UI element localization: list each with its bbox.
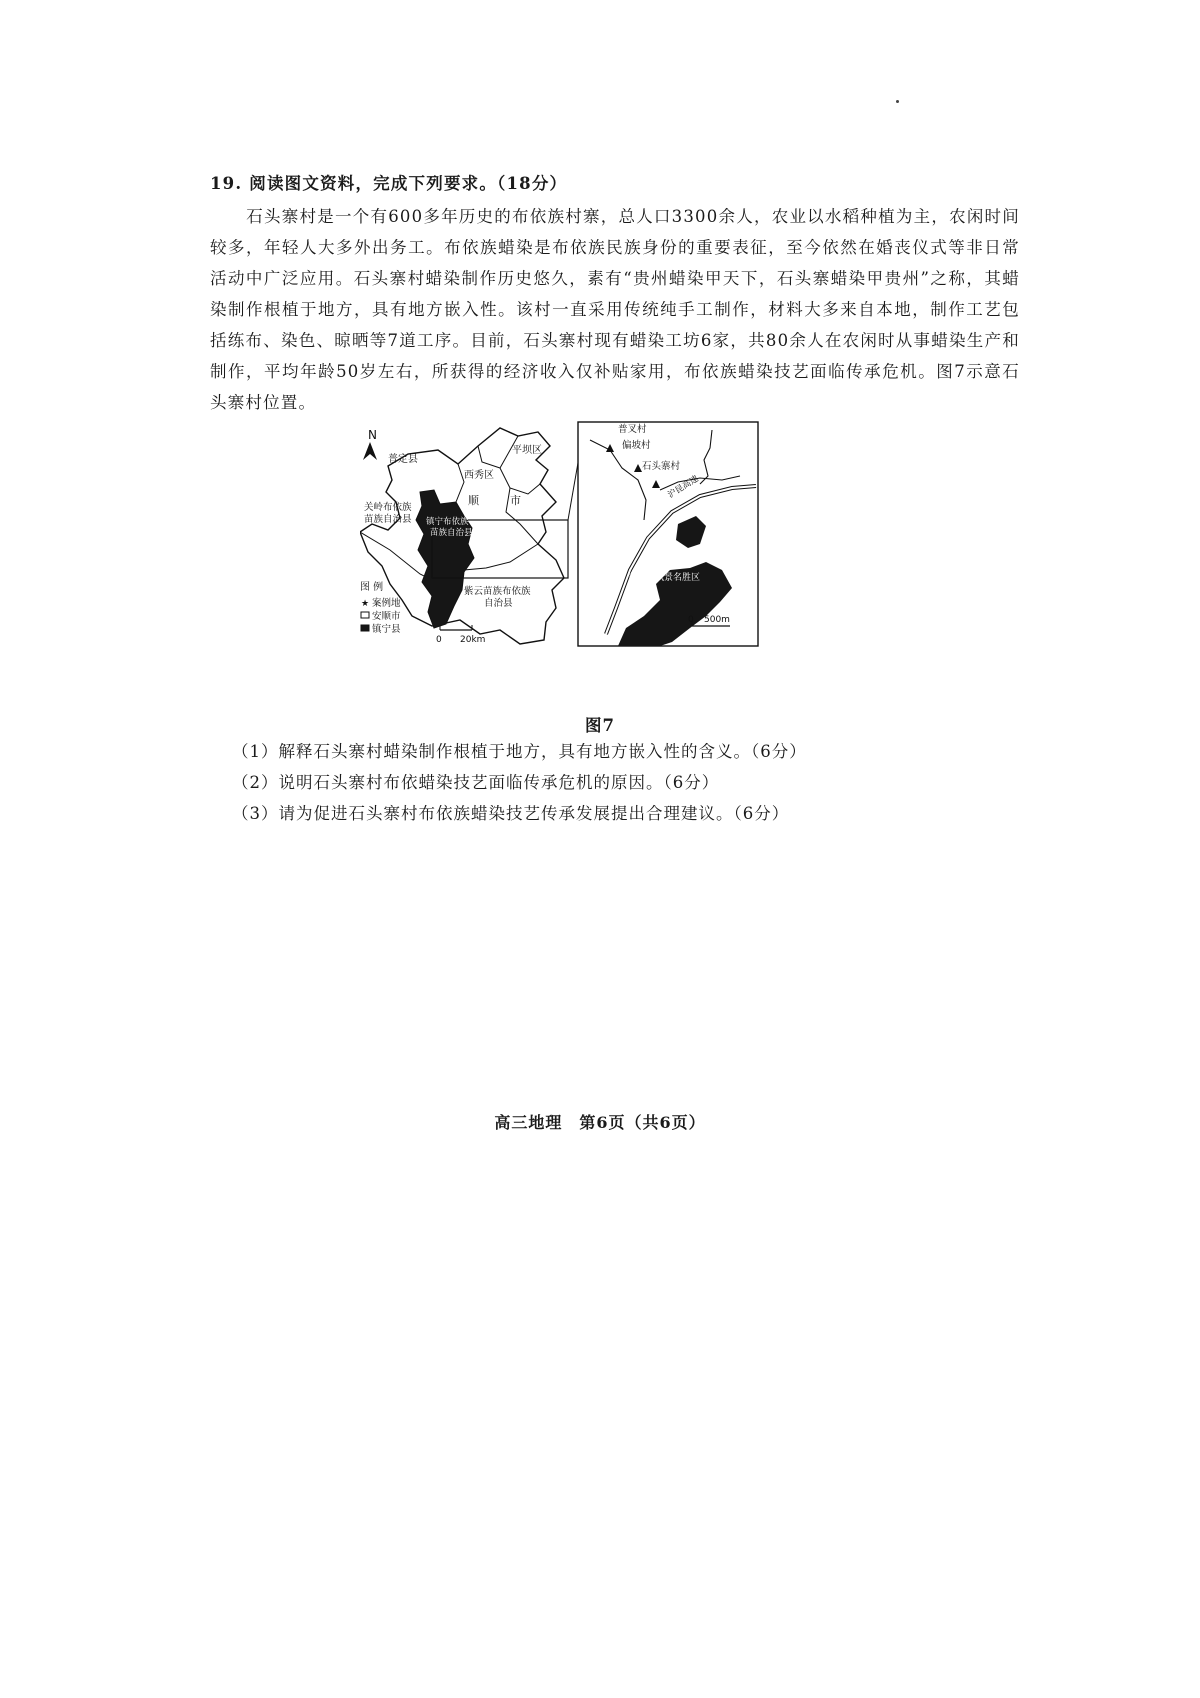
figure-7 <box>360 420 840 690</box>
inset-map <box>578 422 758 646</box>
label-shi: 市 <box>510 494 521 507</box>
label-guanling-line2: 苗族自治县 <box>364 514 412 525</box>
north-arrow <box>363 428 377 460</box>
label-ziyun-line2: 自治县 <box>484 598 513 609</box>
label-xixiu: 西秀区 <box>464 470 494 481</box>
question-body: 石头寨村是一个有600多年历史的布依族村寨，总人口3300余人，农业以水稻种植为主，农闲时间较多，年轻人大多外出务工。布依族蜡染是布依族民族身份的重要表征，至今依然在婚丧仪式等非日常活动中广泛应用。石头寨村蜡染制作历史悠久，素有“贵州蜡染甲天下，石头寨蜡染甲贵州”之称，其蜡染制作根植于地方，具有地方嵌入性。该村一直采用传统纯手工制作，材料大多来自本地，制作工艺包括练布、染色、晾晒等7道工序。目前，石头寨村现有蜡染工坊6家，共80余人在农闲时从事蜡染生产和制作，平均年龄50岁左右，所获得的经济收入仅补贴家用，布依族蜡染技艺面临传承危机。图7示意石头寨村位置。 <box>210 207 1020 412</box>
label-zhenning-line2: 苗族自治县 <box>430 528 473 538</box>
black-box-icon <box>361 625 369 631</box>
figure-caption: 图7 <box>585 716 615 735</box>
north-arrow-icon <box>363 442 377 460</box>
legend-title: 图 例 <box>360 582 384 593</box>
right-scale-end: 500m <box>704 615 730 625</box>
label-scenic: 黄果树风景名胜区 <box>628 573 701 583</box>
subquestion-3: （3）请为促进石头寨村布依族蜡染技艺传承发展提出合理建议。（6分） <box>232 804 790 823</box>
label-pianpo: 偏坡村 <box>622 440 651 451</box>
label-pingba: 平坝区 <box>512 445 542 456</box>
legend-item-case: 案例地 <box>372 598 401 609</box>
label-expressway: 沪昆高速 <box>666 474 701 501</box>
label-zhenning-line1: 镇宁布依族 <box>426 517 469 527</box>
label-guanling-line1: 关岭布依族 <box>364 502 412 513</box>
white-box-icon <box>361 612 369 618</box>
question-19 <box>210 168 1020 418</box>
label-shun: 顺 <box>468 494 479 507</box>
right-scale-start: 0 <box>688 615 694 625</box>
left-scale-end: 20km <box>460 635 486 645</box>
label-ziyun-line1: 紫云苗族布依族 <box>464 586 531 597</box>
label-puyi: 普叉村 <box>618 424 647 435</box>
legend-item-anshun: 安顺市 <box>372 611 401 622</box>
star-icon: ★ <box>361 599 370 609</box>
left-scale-start: 0 <box>436 635 442 645</box>
legend-item-zhenning: 镇宁县 <box>372 624 401 635</box>
label-shitouzhai: 石头寨村 <box>642 461 681 472</box>
subquestion-2: （2）说明石头寨村布依蜡染技艺面临传承危机的原因。（6分） <box>232 773 720 792</box>
north-label: N <box>368 428 377 442</box>
question-title: 19. 阅读图文资料，完成下列要求。（18分） <box>210 174 568 193</box>
subquestion-list <box>232 736 1012 829</box>
page-footer: 高三地理 第6页（共6页） <box>494 1113 706 1132</box>
scan-speck <box>896 100 899 103</box>
location-map <box>360 420 840 690</box>
subquestion-1: （1）解释石头寨村蜡染制作根植于地方，具有地方嵌入性的含义。（6分） <box>232 742 807 761</box>
label-puding: 普定县 <box>388 454 418 465</box>
